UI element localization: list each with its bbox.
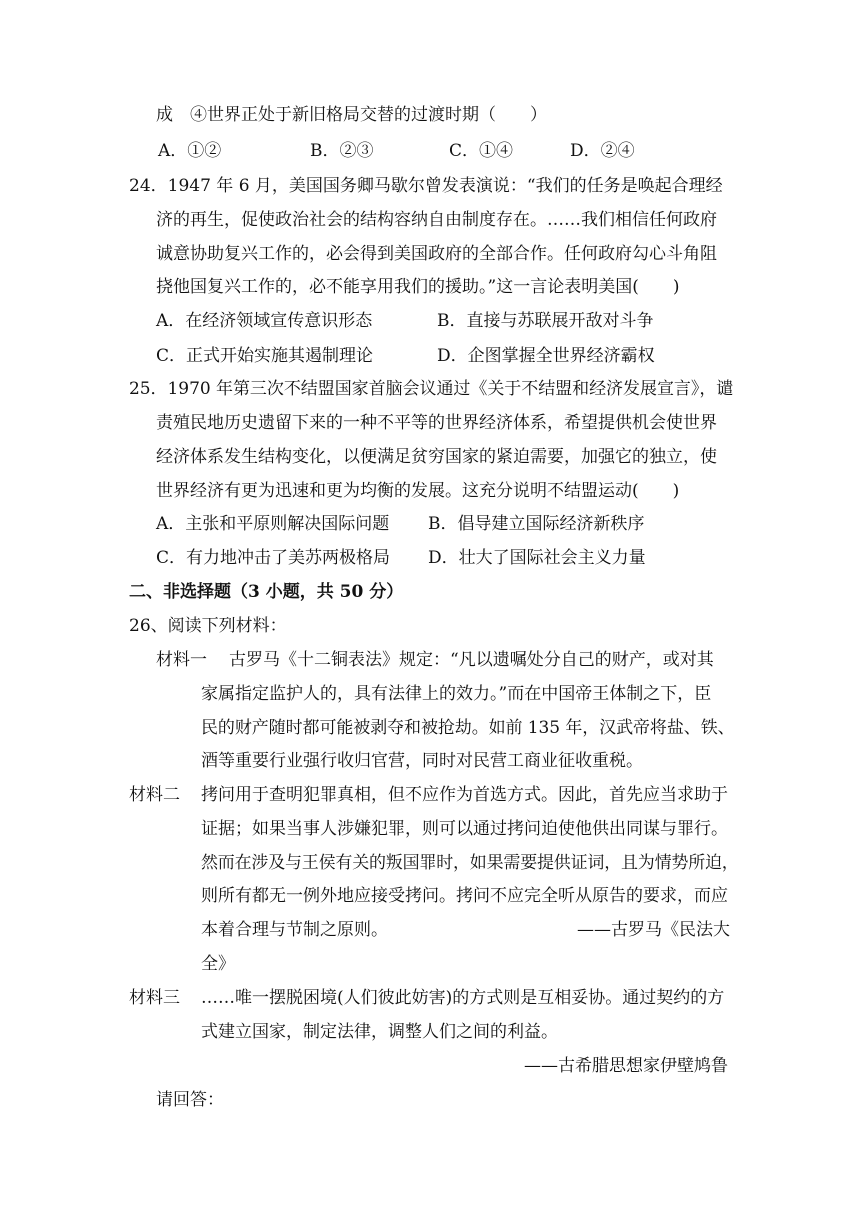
q24-option-c: C．正式开始实施其遏制理论 bbox=[156, 346, 374, 366]
material-2-source: ——古罗马《民法大 bbox=[577, 920, 730, 940]
material-1-label: 材料一 bbox=[156, 650, 207, 670]
material-2-line-4: 则所有都无一例外地应接受拷问。拷问不应完全听从原告的要求，而应 bbox=[201, 886, 728, 906]
material-2-label: 材料二 bbox=[129, 785, 180, 805]
material-2-line-3: 然而在涉及与王侯有关的叛国罪时，如果需要提供证词，且为情势所迫， bbox=[201, 853, 739, 873]
q24-option-d: D．企图掌握全世界经济霸权 bbox=[437, 346, 655, 366]
q25-option-d: D．壮大了国际社会主义力量 bbox=[428, 548, 646, 568]
material-1-line-1: 古罗马《十二铜表法》规定：“凡以遗嘱处分自己的财产，或对其 bbox=[229, 650, 714, 670]
material-2-source-wrap: 全》 bbox=[201, 954, 235, 974]
q24-option-a: A．在经济领域宣传意识形态 bbox=[156, 311, 373, 331]
material-3-label: 材料三 bbox=[129, 988, 180, 1008]
q24-stem-line-2: 济的再生，促使政治社会的结构容纳自由制度存在。……我们相信任何政府 bbox=[156, 210, 717, 230]
material-1-line-2: 家属指定监护人的，具有法律上的效力。”而在中国帝王体制之下，臣 bbox=[201, 684, 712, 704]
q25-stem-line-4: 世界经济有更为迅速和更为均衡的发展。这充分说明不结盟运动( ) bbox=[156, 481, 680, 501]
q23-continuation: 成 ④世界正处于新旧格局交替的过渡时期（ ） bbox=[156, 105, 547, 125]
q24-stem-line-3: 诚意协助复兴工作的，必会得到美国政府的全部合作。任何政府勾心斗角阻 bbox=[156, 244, 717, 264]
q23-option-b: B．②③ bbox=[310, 141, 374, 161]
material-2-line-1: 拷问用于查明犯罪真相，但不应作为首选方式。因此，首先应当求助于 bbox=[201, 785, 728, 805]
q24-option-b: B．直接与苏联展开敌对斗争 bbox=[437, 311, 654, 331]
material-2-last-line: 本着合理与节制之原则。 bbox=[201, 920, 388, 940]
q25-stem-line-1: 25．1970 年第三次不结盟国家首脑会议通过《关于不结盟和经济发展宣言》，谴 bbox=[129, 379, 734, 399]
material-3-line-1: ……唯一摆脱困境(人们彼此妨害)的方式则是互相妥协。通过契约的方 bbox=[201, 988, 725, 1008]
q25-option-b: B．倡导建立国际经济新秩序 bbox=[428, 514, 645, 534]
material-2-line-2: 证据；如果当事人涉嫌犯罪，则可以通过拷问迫使他供出同谋与罪行。 bbox=[201, 819, 728, 839]
material-1-line-4: 酒等重要行业强行收归官营，同时对民营工商业征收重税。 bbox=[201, 751, 643, 771]
q25-stem-line-3: 经济体系发生结构变化，以便满足贫穷国家的紧迫需要，加强它的独立，使 bbox=[156, 447, 717, 467]
q26-intro: 26、阅读下列材料： bbox=[129, 616, 287, 636]
material-1-line-3: 民的财产随时都可能被剥夺和被抢劫。如前 135 年，汉武帝将盐、铁、 bbox=[201, 718, 735, 738]
q24-stem-line-4: 挠他国复兴工作的，必不能享用我们的援助。”这一言论表明美国( ) bbox=[156, 277, 680, 297]
q25-option-a: A．主张和平原则解决国际问题 bbox=[156, 514, 390, 534]
answer-prompt: 请回答： bbox=[156, 1090, 224, 1110]
material-3-line-2: 式建立国家，制定法律，调整人们之间的利益。 bbox=[201, 1022, 558, 1042]
q23-option-d: D．②④ bbox=[570, 141, 635, 161]
section-heading: 二、非选择题（3 小题，共 50 分） bbox=[129, 582, 404, 602]
q24-stem-line-1: 24．1947 年 6 月，美国国务卿马歇尔曾发表演说：“我们的任务是唤起合理经 bbox=[129, 176, 723, 196]
q23-option-c: C．①④ bbox=[449, 141, 514, 161]
q25-stem-line-2: 责殖民地历史遗留下来的一种不平等的世界经济体系，希望提供机会使世界 bbox=[156, 413, 717, 433]
material-3-source: ——古希腊思想家伊壁鸠鲁 bbox=[524, 1056, 728, 1076]
material-2-line-5 bbox=[201, 918, 730, 942]
q25-option-c: C．有力地冲击了美苏两极格局 bbox=[156, 548, 391, 568]
q23-option-a: A．①② bbox=[158, 141, 222, 161]
